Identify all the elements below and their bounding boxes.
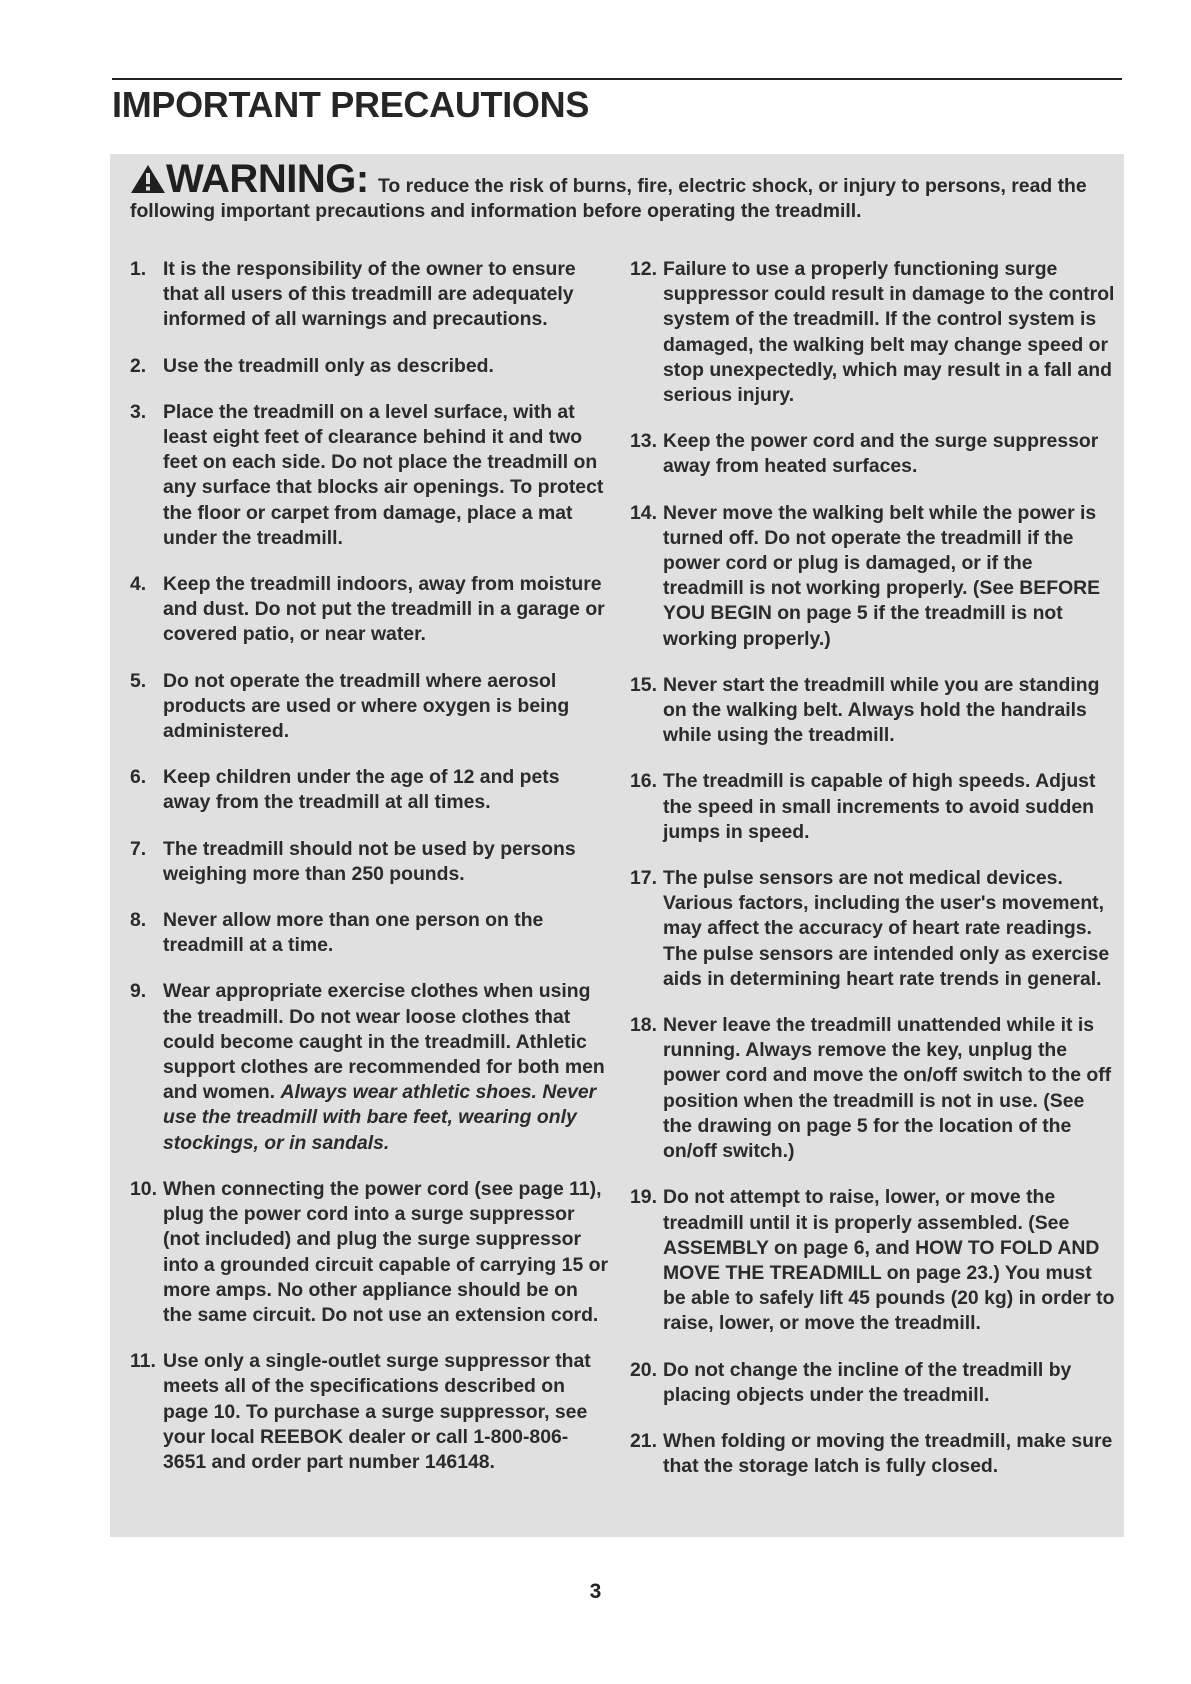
precaution-item [630,1013,1116,1164]
precaution-item [130,354,608,379]
precaution-item [130,908,608,958]
precaution-item [630,673,1116,749]
warning-statement [130,157,1115,224]
precaution-number: 2. [130,354,147,377]
precaution-text: Never move the walking belt while the power is turned off. Do not operate the treadmill if the power cord or plug is damaged, or if the treadmill is not working properly. (See BEFORE YOU BEGIN on page 5 if the treadmill is not working properly.) [663,501,1101,650]
precaution-item [130,400,608,551]
precaution-number: 5. [130,669,147,692]
precaution-number: 17. [630,867,657,890]
precaution-text: The pulse sensors are not medical devices. Various factors, including the user's movement, may affect the accuracy of heart rate readings. The pulse sensors are intended only as exercise aids in determining heart rate trends in general. [663,867,1110,990]
precaution-text-block [163,257,608,333]
precaution-text-block [163,979,608,1155]
precaution-text-block [663,1185,1116,1336]
precaution-text-block [163,765,608,815]
precaution-text-block [663,257,1116,408]
precaution-item [630,769,1116,845]
precaution-text: Use only a single-outlet surge suppressor that meets all of the specifications described on page 10. To purchase a surge suppressor, see your local REEBOK dealer or call 1-800-806-3651 and order part number 146148. [163,1350,591,1473]
precaution-number: 3. [130,400,147,423]
precaution-text-block [663,501,1116,652]
precaution-item [630,1358,1116,1408]
precaution-text: Do not change the incline of the treadmill by placing objects under the treadmill. [663,1358,1072,1406]
precaution-text-block [163,837,608,887]
precaution-text-block [163,669,608,745]
precaution-item [130,837,608,887]
precaution-number: 20. [630,1358,657,1381]
precaution-text-block [163,1177,608,1328]
precaution-text-block [663,866,1116,992]
precaution-number: 18. [630,1014,657,1037]
precaution-text: Never allow more than one person on the treadmill at a time. [163,909,544,957]
precaution-text-block [163,354,608,379]
precaution-item [130,257,608,333]
precaution-number: 7. [130,837,147,860]
precaution-number: 16. [630,770,657,793]
precaution-text: Keep the power cord and the surge suppressor away from heated surfaces. [663,430,1099,478]
precaution-text-block [663,1013,1116,1164]
precaution-text-block [663,769,1116,845]
precaution-text: Use the treadmill only as described. [163,354,494,377]
precaution-number: 21. [630,1429,657,1452]
precaution-item [630,1185,1116,1336]
precaution-item [130,765,608,815]
precaution-number: 8. [130,909,147,932]
precaution-text-block [163,572,608,648]
precaution-item [130,979,608,1155]
precaution-text-block [163,1349,608,1475]
precaution-number: 4. [130,573,147,596]
precaution-text-block [163,400,608,551]
precaution-number: 15. [630,673,657,696]
precaution-number: 6. [130,766,147,789]
precaution-number: 10. [130,1177,157,1200]
precaution-text: Never leave the treadmill unattended while it is running. Always remove the key, unplug the power cord and move the on/off switch to the off position when the treadmill is not in use. (See the drawing on page 5 for the location of the on/off switch.) [663,1014,1112,1163]
precaution-item [630,501,1116,652]
precaution-number: 13. [630,430,657,453]
warning-text: To reduce the risk of burns, fire, electric shock, or injury to persons, read the following important precautions and information before operating the treadmill. [130,175,1087,222]
precaution-item [630,866,1116,992]
precaution-text: The treadmill should not be used by persons weighing more than 250 pounds. [163,837,576,885]
precaution-text: Keep the treadmill indoors, away from moisture and dust. Do not put the treadmill in a garage or covered patio, or near water. [163,573,605,646]
precaution-text: The treadmill is capable of high speeds. Adjust the speed in small increments to avoid sudden jumps in speed. [663,770,1096,843]
precaution-number: 12. [630,258,657,280]
precaution-text: Never start the treadmill while you are standing on the walking belt. Always hold the handrails while using the treadmill. [663,673,1100,747]
precaution-item [630,1429,1116,1479]
precaution-text: Wear appropriate exercise clothes when using the treadmill. Do not wear loose clothes that could become caught in the treadmill. Athletic support clothes are recommended for both men and women. [163,980,605,1104]
page-number: 3 [589,1580,602,1603]
precaution-number: 9. [130,980,147,1003]
warning-triangle-icon [130,164,166,194]
precaution-text: Keep children under the age of 12 and pets away from the treadmill at all times. [163,766,560,814]
precaution-item [130,1177,608,1328]
precautions-panel [110,154,1124,1537]
page-title: IMPORTANT PRECAUTIONS [112,84,590,125]
precaution-text-block [663,1358,1116,1408]
precaution-text-block [163,908,608,958]
top-rule [112,78,1122,80]
precaution-text: Failure to use a properly functioning surge suppressor could result in damage to the control system of the treadmill. If the control system is damaged, the walking belt may change speed or stop unexpectedly, which may result in a fall and serious injury. [663,258,1115,407]
precaution-text-block [663,1429,1116,1479]
precautions-list-right [630,257,1116,1500]
precautions-list-left [130,257,608,1496]
precaution-text: When folding or moving the treadmill, make sure that the storage latch is fully closed. [663,1429,1113,1478]
precaution-item [130,572,608,648]
precaution-text-block [663,673,1116,749]
precaution-text: Place the treadmill on a level surface, with at least eight feet of clearance behind it and two feet on each side. Do not place the treadmill on any surface that blocks air openings. To protect the floor or carpet from damage, place a mat under the treadmill. [163,400,604,549]
precaution-emphasis: Always wear athletic shoes. Never use the treadmill with bare feet, wearing only stockings, or in sandals. [163,1081,597,1154]
warning-label: WARNING: [166,157,369,201]
precaution-number: 1. [130,258,147,280]
precaution-number: 14. [630,501,657,524]
precaution-text: Do not operate the treadmill where aerosol products are used or where oxygen is being administered. [163,669,570,743]
precaution-number: 11. [130,1350,156,1373]
precaution-text: Do not attempt to raise, lower, or move the treadmill until it is properly assembled. (See ASSEMBLY on page 6, and HOW TO FOLD AND MOVE THE TREADMILL on page 23.) You must be able to safely lift 45 pounds (20 kg) in order to raise, lower, or move the treadmill. [663,1186,1115,1335]
precaution-text-block [663,429,1116,479]
precaution-number: 19. [630,1186,657,1209]
precaution-item [130,669,608,745]
precaution-item [630,429,1116,479]
precaution-text: When connecting the power cord (see page 11), plug the power cord into a surge suppressor (not included) and plug the surge suppressor into a grounded circuit capable of carrying 15 or more amps. No other appliance should be on the same circuit. Do not use an extension cord. [163,1177,609,1326]
precaution-text: It is the responsibility of the owner to ensure that all users of this treadmill are adequately informed of all warnings and precautions. [163,258,576,331]
precaution-item [630,257,1116,408]
precaution-item [130,1349,608,1475]
